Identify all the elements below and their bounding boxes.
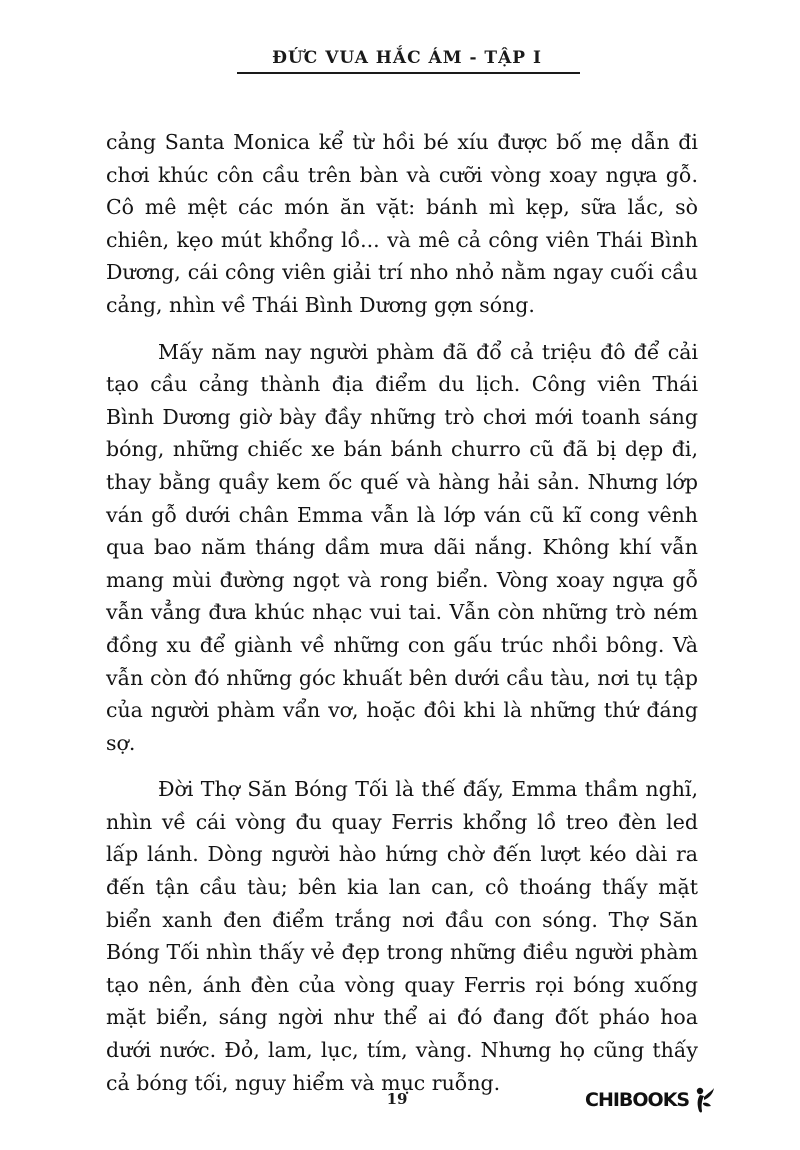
running-header xyxy=(0,48,800,68)
paragraph-2: Mấy năm nay người phàm đã đổ cả triệu đô để cải tạo cầu cảng thành địa điểm du lịch. Công viên Thái Bình Dương giờ bày đầy những trò chơi mới toanh sáng bóng, những chiếc xe bán bánh churro cũ đã bị dẹp đi, thay bằng quầy kem ốc quế và hàng hải sản. Nhưng lớp ván gỗ dưới chân Emma vẫn là lớp ván cũ kĩ cong vênh qua bao năm tháng dầm mưa dãi nắng. Không khí vẫn mang mùi đường ngọt và rong biển. Vòng xoay ngựa gỗ vẫn vẳng đưa khúc nhạc vui tai. Vẫn còn những trò ném đồng xu để giành về những con gấu trúc nhồi bông. Và vẫn còn đó những góc khuất bên dưới cầu tàu, nơi tụ tập của người phàm vẩn vơ, hoặc đôi khi là những thứ đáng sợ. xyxy=(106,339,698,755)
page-body xyxy=(106,126,698,1113)
page-number: 19 xyxy=(386,1090,408,1108)
header-divider xyxy=(237,72,580,74)
publisher-logo xyxy=(585,1084,715,1116)
paragraph-3: Đời Thợ Săn Bóng Tối là thế đấy, Emma thầm nghĩ, nhìn về cái vòng đu quay Ferris khổng lồ treo đèn led lấp lánh. Dòng người hào hứng chờ đến lượt kéo dài ra đến tận cầu tàu; bên kia lan can, cô thoáng thấy mặt biển xanh đen điểm trắng nơi đầu con sóng. Thợ Săn Bóng Tối nhìn thấy vẻ đẹp trong những điều người phàm tạo nên, ánh đèn của vòng quay Ferris rọi bóng xuống mặt biển, sáng ngời như thể ai đó đang đốt pháo hoa dưới nước. Đỏ, lam, lục, tím, vàng. Nhưng họ cũng thấy cả bóng tối, nguy hiểm và mục ruỗng. xyxy=(106,777,698,1095)
leaf-figure-icon xyxy=(691,1085,715,1115)
publisher-name: CHIBOOKS xyxy=(585,1089,690,1111)
book-title-header: ĐỨC VUA HẮC ÁM - TẬP I xyxy=(272,48,542,68)
paragraph-1: cảng Santa Monica kể từ hồi bé xíu được bố mẹ dẫn đi chơi khúc côn cầu trên bàn và cưỡi vòng xoay ngựa gỗ. Cô mê mệt các món ăn vặt: bánh mì kẹp, sữa lắc, sò chiên, kẹo mút khổng lồ... và mê cả công viên Thái Bình Dương, cái công viên giải trí nho nhỏ nằm ngay cuối cầu cảng, nhìn về Thái Bình Dương gợn sóng. xyxy=(106,130,698,317)
